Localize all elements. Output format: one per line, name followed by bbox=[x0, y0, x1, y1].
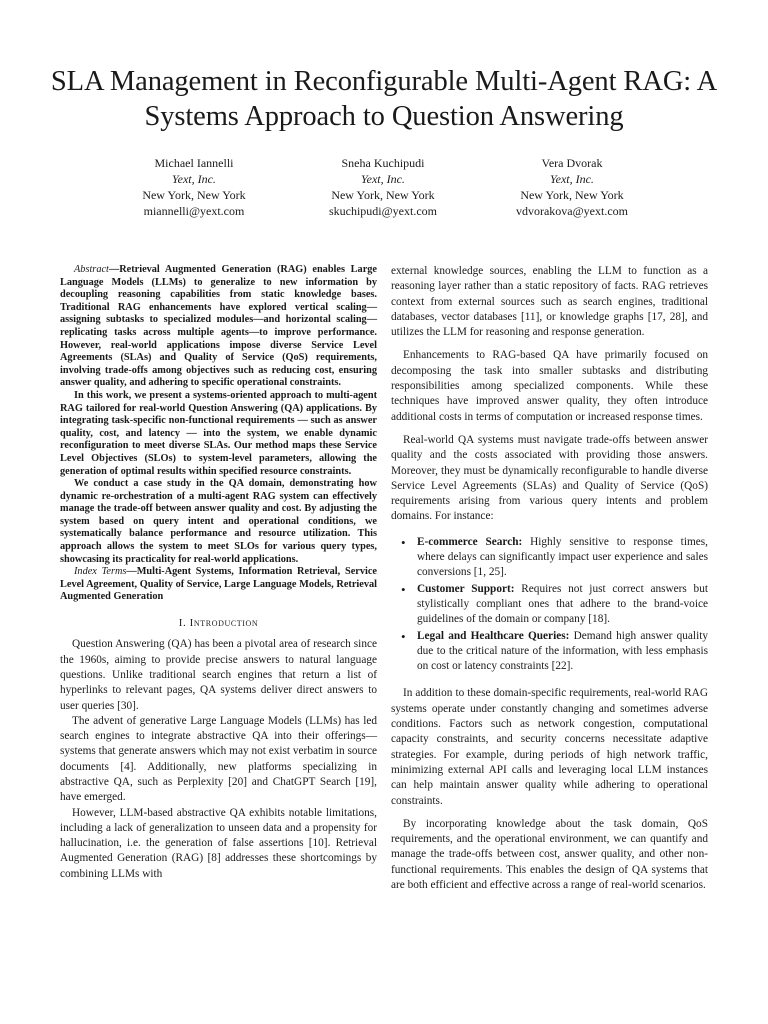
right-paragraph-2: Enhancements to RAG-based QA have primarily focused on decomposing the task into smaller subtasks and distributing responsibilities among specialized components. While these techniques have improved answer quality, they often introduce additional costs in terms of computation or increased response times. bbox=[391, 349, 708, 423]
author-affiliation: Yext, Inc. bbox=[361, 172, 405, 186]
author-affiliation: Yext, Inc. bbox=[172, 172, 216, 186]
author-name: Vera Dvorak bbox=[541, 156, 603, 170]
abstract-paragraph-3: We conduct a case study in the QA domain, demonstrating how dynamic re-orchestration of a multi-agent RAG system can effectively manage the trade-off between answer quality and cost. By adjusting the system based on query intent and operational conditions, we systematically balance performance and resource utilization. This approach allows the system to meet SLOs for various query types, showcasing its practicality for real-world applications. bbox=[60, 478, 377, 565]
right-paragraph-5: By incorporating knowledge about the task domain, QoS requirements, and the operational environment, we can quantify and manage the trade-offs between cost, answer quality, and other non-functional requirements. This enables the design of QA systems that are both efficient and effective across a range of real-world scenarios. bbox=[391, 817, 708, 891]
right-paragraph-3: Real-world QA systems must navigate trade-offs between answer quality and the costs associated with providing those answers. Moreover, they must be dynamically reconfigurable to handle diverse Service Level Agreements (SLAs) and Quality of Service (QoS) requirements arising from various query intents and problem domains. For instance: bbox=[391, 433, 708, 523]
author-location: New York, New York bbox=[520, 188, 624, 202]
index-terms-label: Index Terms bbox=[74, 566, 127, 578]
intro-paragraph-2: The advent of generative Large Language Models (LLMs) has led search engines to integrate abstractive QA into their offerings—systems that generate answers which may not exist verbatim in source documents [4]. Additionally, new platforms specializing in abstractive QA, such as Perplexity [20] and ChatGPT Search [19], have emerged. bbox=[60, 714, 377, 804]
paper-title: SLA Management in Reconfigurable Multi-Agent RAG: A Systems Approach to Question Answering bbox=[50, 66, 718, 132]
left-column bbox=[60, 264, 377, 882]
abstract-paragraph-2: In this work, we present a systems-oriented approach to multi-agent RAG tailored for real-world Question Answering (QA) applications. By integrating task-specific non-functional requirements — such as answer quality, cost, and latency — into the system, we enable dynamic reconfiguration to meet diverse SLAs. Our method maps these Service Level Objectives (SLOs) to system-level parameters, allowing the generation of optimal results within specified resource constraints. bbox=[60, 389, 377, 477]
right-paragraph-4: In addition to these domain-specific requirements, real-world RAG systems operate under constantly changing and sometimes adverse conditions. Factors such as network congestion, computational capacity constraints, and security concerns necessitate adaptive strategies. For example, during periods of high network traffic, minimizing external API calls and leveraging local LLM instances can help maintain answer quality while adhering to operational constraints. bbox=[391, 687, 708, 807]
author-email: skuchipudi@yext.com bbox=[328, 204, 438, 218]
author-email: miannelli@yext.com bbox=[143, 204, 245, 218]
author-location: New York, New York bbox=[142, 188, 246, 202]
section-heading-introduction: I. Introduction bbox=[178, 617, 259, 630]
list-item: • E-commerce Search: Highly sensitive to response times, where delays can significantly impact user experience and sales conversions [1, 25]. bbox=[401, 534, 708, 579]
right-paragraph-1: external knowledge sources, enabling the LLM to function as a reasoning layer rather than a static repository of facts. RAG retrieves context from external sources such as search engines, traditional databases, vector databases [11], or knowledge graphs [17, 28], and utilizes the LLM for reasoning and response generation. bbox=[391, 265, 708, 339]
author-location: New York, New York bbox=[331, 188, 435, 202]
bullet-icon: • bbox=[401, 628, 406, 644]
bullet-icon: • bbox=[401, 581, 406, 597]
author-1 bbox=[84, 155, 304, 219]
abstract-label: Abstract bbox=[74, 264, 109, 275]
author-name: Sneha Kuchipudi bbox=[341, 156, 425, 170]
list-item: • Legal and Healthcare Queries: Demand high answer quality due to the critical nature of the information, with less emphasis on cost or latency constraints [22]. bbox=[401, 628, 708, 673]
intro-paragraph-3: However, LLM-based abstractive QA exhibits notable limitations, including a lack of generalization to unseen data and a propensity for hallucination, i.e. the generation of false assertions [10]. Retrieval Augmented Generation (RAG) [8] addresses these shortcomings by combining LLMs with bbox=[60, 806, 377, 880]
abstract bbox=[60, 264, 377, 604]
author-2 bbox=[273, 155, 493, 219]
intro-paragraph-1: Question Answering (QA) has been a pivotal area of research since the 1960s, aiming to provide precise answers to natural language questions. Unlike traditional search engines that return a list of hyperlinks to relevant pages, QA systems deliver direct answers to user queries [30]. bbox=[60, 638, 377, 712]
author-affiliation: Yext, Inc. bbox=[550, 172, 594, 186]
list-item: • Customer Support: Requires not just correct answers but stylistically compliant ones that adhere to the brand-voice guidelines of the domain or company [18]. bbox=[401, 581, 708, 626]
index-terms: Index Terms—Multi-Agent Systems, Information Retrieval, Service Level Agreement, Quality of Service, Large Language Models, Retrieval Augmented Generation bbox=[60, 566, 377, 603]
author-3 bbox=[462, 155, 682, 219]
bullet-icon: • bbox=[401, 534, 406, 550]
right-column bbox=[391, 264, 708, 893]
author-name: Michael Iannelli bbox=[154, 156, 234, 170]
requirements-list bbox=[391, 535, 708, 675]
author-email: vdvorakova@yext.com bbox=[515, 204, 629, 218]
abstract-paragraph-1: Abstract—Retrieval Augmented Generation (RAG) enables Large Language Models (LLMs) to generalize to new information by decoupling reasoning capabilities from static knowledge bases. Traditional RAG enhancements have explored vertical scaling—assigning subtasks to specialized modules—and horizontal scaling—replicating tasks across multiple agents—to improve performance. However, real-world applications impose diverse Service Level Agreements (SLAs) and Quality of Service (QoS) requirements, involving trade-offs among objectives such as reducing cost, ensuring answer quality, and adhering to specific operational constraints. bbox=[60, 264, 377, 389]
